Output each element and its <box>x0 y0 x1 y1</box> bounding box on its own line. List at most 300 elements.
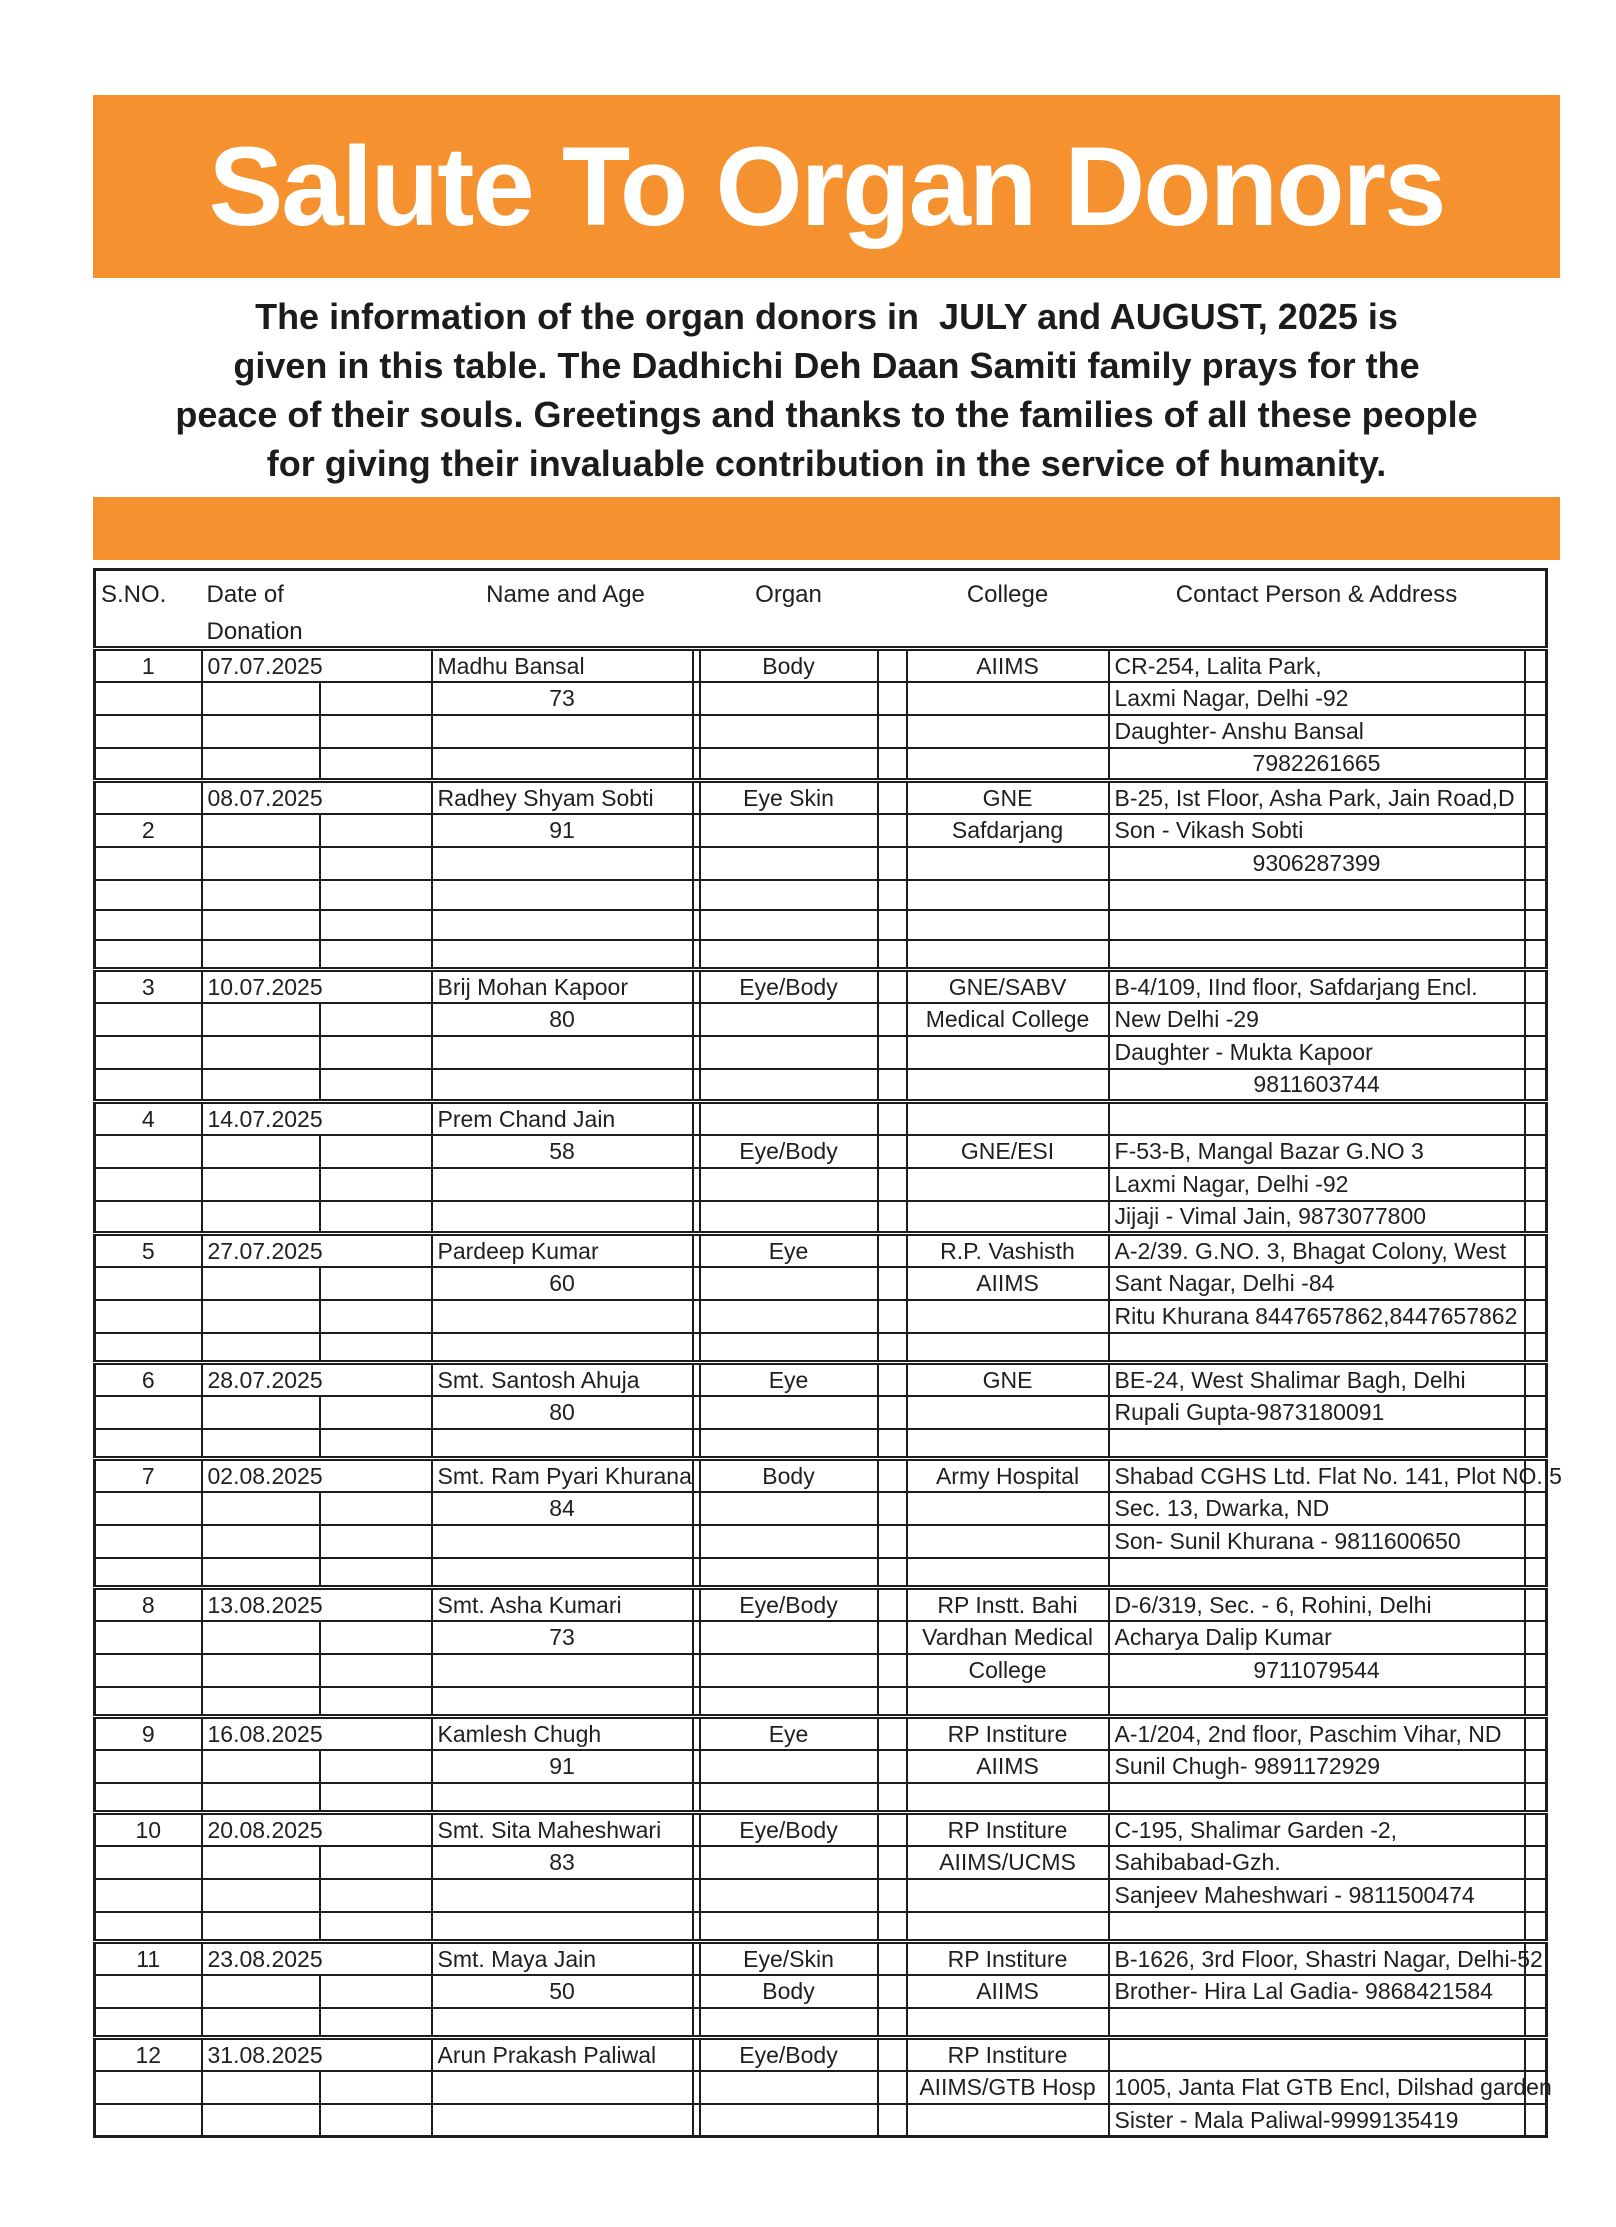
cell-college <box>907 847 1109 880</box>
cell-end <box>1525 1492 1547 1525</box>
cell-name-age: Prem Chand Jain <box>432 1102 693 1135</box>
cell-spacer <box>693 781 700 814</box>
donor-row <box>95 847 1547 880</box>
cell-contact <box>1109 1783 1525 1813</box>
cell-spacer <box>693 1975 700 2008</box>
donor-row <box>95 682 1547 715</box>
cell-college <box>907 1201 1109 1234</box>
cell-date: 08.07.2025 <box>202 781 432 814</box>
cell-contact: A-2/39. G.NO. 3, Bhagat Colony, West <box>1109 1234 1525 1267</box>
cell-date-sub <box>320 1396 432 1429</box>
cell-college: College <box>907 1654 1109 1687</box>
cell-sno <box>95 1750 202 1783</box>
cell-date-sub <box>320 1069 432 1102</box>
cell-spacer <box>693 715 700 748</box>
cell-spacer <box>693 1333 700 1363</box>
donor-row <box>95 1036 1547 1069</box>
cell-college <box>907 1525 1109 1558</box>
cell-name-age <box>432 1036 693 1069</box>
cell-gap <box>878 1069 907 1102</box>
cell-end <box>1525 1102 1547 1135</box>
cell-gap <box>878 1168 907 1201</box>
cell-date-sub <box>320 1750 432 1783</box>
cell-end <box>1525 940 1547 970</box>
col-header-organ: Organ <box>700 570 878 649</box>
cell-date-sub <box>320 1168 432 1201</box>
cell-end <box>1525 2008 1547 2038</box>
cell-college: R.P. Vashisth <box>907 1234 1109 1267</box>
cell-name-age <box>432 847 693 880</box>
cell-gap <box>878 1201 907 1234</box>
cell-date <box>202 1201 320 1234</box>
cell-sno <box>95 1492 202 1525</box>
cell-date-sub <box>320 682 432 715</box>
cell-date-sub <box>320 1492 432 1525</box>
donor-row <box>95 1396 1547 1429</box>
donor-row <box>95 1975 1547 2008</box>
cell-gap <box>878 1363 907 1396</box>
cell-organ <box>700 1003 878 1036</box>
cell-name-age <box>432 1333 693 1363</box>
cell-sno <box>95 1300 202 1333</box>
cell-organ <box>700 1036 878 1069</box>
cell-spacer <box>693 1102 700 1135</box>
cell-name-age <box>432 1912 693 1942</box>
donor-row <box>95 1525 1547 1558</box>
cell-gap <box>878 2038 907 2071</box>
cell-gap <box>878 1333 907 1363</box>
cell-college: Army Hospital <box>907 1459 1109 1492</box>
cell-gap <box>878 814 907 847</box>
cell-end <box>1525 1750 1547 1783</box>
cell-gap <box>878 1879 907 1912</box>
cell-end <box>1525 682 1547 715</box>
cell-contact <box>1109 2038 1525 2071</box>
cell-name-age: Brij Mohan Kapoor <box>432 970 693 1003</box>
cell-organ <box>700 1525 878 1558</box>
cell-date-sub <box>320 1267 432 1300</box>
cell-organ <box>700 880 878 910</box>
cell-sno <box>95 1846 202 1879</box>
cell-contact <box>1109 940 1525 970</box>
cell-college <box>907 748 1109 781</box>
cell-date-sub <box>320 1621 432 1654</box>
cell-date <box>202 814 320 847</box>
cell-organ <box>700 1168 878 1201</box>
cell-organ: Eye <box>700 1717 878 1750</box>
cell-college: AIIMS/UCMS <box>907 1846 1109 1879</box>
cell-end <box>1525 1234 1547 1267</box>
cell-name-age: Smt. Sita Maheshwari <box>432 1813 693 1846</box>
table-spacer-row <box>95 910 1547 940</box>
cell-contact: Sister - Mala Paliwal-9999135419 <box>1109 2104 1525 2137</box>
cell-contact: Sant Nagar, Delhi -84 <box>1109 1267 1525 1300</box>
donor-row <box>95 1168 1547 1201</box>
table-spacer-row <box>95 1429 1547 1459</box>
cell-date <box>202 1558 320 1588</box>
intro-line: for giving their invaluable contribution in the service of humanity. <box>266 443 1387 484</box>
cell-gap <box>878 1396 907 1429</box>
cell-gap <box>878 1003 907 1036</box>
cell-date-sub <box>320 1003 432 1036</box>
cell-contact: New Delhi -29 <box>1109 1003 1525 1036</box>
table-spacer-row <box>95 1783 1547 1813</box>
cell-end <box>1525 1333 1547 1363</box>
cell-organ: Body <box>700 649 878 682</box>
col-header-name-age: Name and Age <box>432 570 700 649</box>
cell-gap <box>878 715 907 748</box>
cell-end <box>1525 1912 1547 1942</box>
cell-end <box>1525 814 1547 847</box>
cell-name-age <box>432 2071 693 2104</box>
cell-organ <box>700 1267 878 1300</box>
cell-sno <box>95 1333 202 1363</box>
cell-date-sub <box>320 1846 432 1879</box>
cell-date-sub <box>320 1201 432 1234</box>
cell-end <box>1525 1846 1547 1879</box>
cell-sno: 2 <box>95 814 202 847</box>
cell-organ <box>700 1333 878 1363</box>
cell-spacer <box>693 1588 700 1621</box>
cell-gap <box>878 748 907 781</box>
cell-date: 10.07.2025 <box>202 970 432 1003</box>
cell-end <box>1525 1687 1547 1717</box>
cell-gap <box>878 1750 907 1783</box>
cell-end <box>1525 1525 1547 1558</box>
cell-gap <box>878 847 907 880</box>
cell-name-age <box>432 940 693 970</box>
donor-row <box>95 1813 1547 1846</box>
donor-row <box>95 814 1547 847</box>
intro-line: The information of the organ donors in JULY and AUGUST, 2025 is <box>255 296 1398 337</box>
table-spacer-row <box>95 940 1547 970</box>
donor-row <box>95 1135 1547 1168</box>
col-header-end <box>1525 570 1547 649</box>
cell-sno <box>95 1135 202 1168</box>
cell-gap <box>878 1621 907 1654</box>
cell-gap <box>878 1588 907 1621</box>
cell-name-age: 80 <box>432 1003 693 1036</box>
cell-gap <box>878 682 907 715</box>
cell-date: 13.08.2025 <box>202 1588 432 1621</box>
cell-name-age <box>432 715 693 748</box>
cell-end <box>1525 715 1547 748</box>
table-spacer-row <box>95 2008 1547 2038</box>
cell-college: GNE/ESI <box>907 1135 1109 1168</box>
cell-date <box>202 1429 320 1459</box>
cell-date <box>202 1621 320 1654</box>
cell-date <box>202 715 320 748</box>
cell-sno: 12 <box>95 2038 202 2071</box>
cell-sno <box>95 1168 202 1201</box>
donor-row <box>95 970 1547 1003</box>
cell-contact: B-1626, 3rd Floor, Shastri Nagar, Delhi-52 <box>1109 1942 1525 1975</box>
donor-row <box>95 1459 1547 1492</box>
cell-spacer <box>693 910 700 940</box>
cell-spacer <box>693 748 700 781</box>
cell-name-age <box>432 910 693 940</box>
cell-end <box>1525 1588 1547 1621</box>
cell-spacer <box>693 1687 700 1717</box>
cell-date: 16.08.2025 <box>202 1717 432 1750</box>
cell-end <box>1525 1654 1547 1687</box>
cell-gap <box>878 1492 907 1525</box>
cell-date-sub <box>320 1135 432 1168</box>
cell-organ <box>700 1069 878 1102</box>
cell-college <box>907 1558 1109 1588</box>
cell-contact: Brother- Hira Lal Gadia- 9868421584 <box>1109 1975 1525 2008</box>
cell-date-sub <box>320 1300 432 1333</box>
cell-name-age <box>432 1783 693 1813</box>
col-header-date <box>202 570 432 649</box>
donor-row <box>95 2071 1547 2104</box>
cell-date: 31.08.2025 <box>202 2038 432 2071</box>
cell-end <box>1525 1975 1547 2008</box>
cell-sno <box>95 940 202 970</box>
cell-college <box>907 1783 1109 1813</box>
cell-organ: Eye Skin <box>700 781 878 814</box>
cell-date-sub <box>320 940 432 970</box>
cell-date <box>202 1396 320 1429</box>
cell-sno: 11 <box>95 1942 202 1975</box>
cell-end <box>1525 1717 1547 1750</box>
cell-organ <box>700 1300 878 1333</box>
cell-name-age: Kamlesh Chugh <box>432 1717 693 1750</box>
cell-gap <box>878 1429 907 1459</box>
donor-row <box>95 1588 1547 1621</box>
cell-college <box>907 1069 1109 1102</box>
cell-name-age <box>432 1168 693 1201</box>
cell-organ <box>700 1846 878 1879</box>
cell-college <box>907 1300 1109 1333</box>
donor-row <box>95 1102 1547 1135</box>
cell-college <box>907 1036 1109 1069</box>
col-header-contact: Contact Person & Address <box>1109 570 1525 649</box>
table-spacer-row <box>95 1558 1547 1588</box>
donor-row <box>95 1003 1547 1036</box>
cell-sno <box>95 1621 202 1654</box>
cell-date: 20.08.2025 <box>202 1813 432 1846</box>
cell-name-age <box>432 1069 693 1102</box>
cell-spacer <box>693 1750 700 1783</box>
cell-spacer <box>693 1069 700 1102</box>
cell-contact <box>1109 880 1525 910</box>
cell-end <box>1525 1168 1547 1201</box>
cell-gap <box>878 1783 907 1813</box>
cell-sno <box>95 1525 202 1558</box>
cell-gap <box>878 970 907 1003</box>
cell-contact: Shabad CGHS Ltd. Flat No. 141, Plot NO. 5 <box>1109 1459 1525 1492</box>
cell-contact: F-53-B, Mangal Bazar G.NO 3 <box>1109 1135 1525 1168</box>
cell-name-age: 83 <box>432 1846 693 1879</box>
cell-college: GNE/SABV <box>907 970 1109 1003</box>
cell-date-sub <box>320 880 432 910</box>
donor-row <box>95 1201 1547 1234</box>
cell-gap <box>878 1813 907 1846</box>
cell-name-age: 73 <box>432 682 693 715</box>
cell-spacer <box>693 970 700 1003</box>
cell-sno <box>95 1069 202 1102</box>
cell-name-age: 84 <box>432 1492 693 1525</box>
cell-organ <box>700 1429 878 1459</box>
cell-spacer <box>693 1396 700 1429</box>
cell-organ <box>700 748 878 781</box>
cell-sno: 9 <box>95 1717 202 1750</box>
donor-row <box>95 1879 1547 1912</box>
cell-spacer <box>693 2104 700 2137</box>
cell-end <box>1525 910 1547 940</box>
cell-end <box>1525 1201 1547 1234</box>
cell-date <box>202 1267 320 1300</box>
cell-organ <box>700 1654 878 1687</box>
cell-organ <box>700 1201 878 1234</box>
cell-contact: Acharya Dalip Kumar <box>1109 1621 1525 1654</box>
cell-gap <box>878 1102 907 1135</box>
cell-spacer <box>693 1429 700 1459</box>
cell-sno: 7 <box>95 1459 202 1492</box>
cell-end <box>1525 1003 1547 1036</box>
cell-date <box>202 1783 320 1813</box>
donor-row <box>95 1363 1547 1396</box>
cell-date-sub <box>320 1525 432 1558</box>
cell-end <box>1525 781 1547 814</box>
cell-date-sub <box>320 1975 432 2008</box>
cell-date <box>202 940 320 970</box>
cell-date-sub <box>320 1687 432 1717</box>
cell-organ <box>700 847 878 880</box>
cell-gap <box>878 1234 907 1267</box>
cell-organ: Eye <box>700 1234 878 1267</box>
cell-spacer <box>693 1717 700 1750</box>
cell-sno <box>95 1003 202 1036</box>
cell-name-age <box>432 1687 693 1717</box>
cell-gap <box>878 2104 907 2137</box>
cell-end <box>1525 1396 1547 1429</box>
cell-sno <box>95 1879 202 1912</box>
cell-contact: Jijaji - Vimal Jain, 9873077800 <box>1109 1201 1525 1234</box>
cell-contact: B-4/109, IInd floor, Safdarjang Encl. <box>1109 970 1525 1003</box>
cell-college <box>907 940 1109 970</box>
intro-line: peace of their souls. Greetings and thanks to the families of all these people <box>175 394 1478 435</box>
cell-spacer <box>693 682 700 715</box>
cell-date-sub <box>320 847 432 880</box>
col-header-date-line1: Date of <box>206 581 284 608</box>
cell-date-sub <box>320 1654 432 1687</box>
cell-end <box>1525 1783 1547 1813</box>
cell-name-age <box>432 1558 693 1588</box>
cell-date-sub <box>320 1783 432 1813</box>
cell-organ: Eye/Body <box>700 1135 878 1168</box>
cell-organ: Body <box>700 1459 878 1492</box>
cell-sno <box>95 715 202 748</box>
cell-spacer <box>693 649 700 682</box>
donor-row <box>95 1267 1547 1300</box>
cell-date <box>202 1069 320 1102</box>
cell-spacer <box>693 1003 700 1036</box>
cell-college <box>907 1102 1109 1135</box>
cell-contact <box>1109 2008 1525 2038</box>
donor-row <box>95 715 1547 748</box>
cell-gap <box>878 940 907 970</box>
title-banner <box>93 95 1560 278</box>
cell-sno <box>95 748 202 781</box>
cell-name-age: 60 <box>432 1267 693 1300</box>
cell-sno: 8 <box>95 1588 202 1621</box>
cell-gap <box>878 1942 907 1975</box>
cell-date <box>202 1912 320 1942</box>
cell-name-age <box>432 748 693 781</box>
cell-college <box>907 1492 1109 1525</box>
cell-contact: Rupali Gupta-9873180091 <box>1109 1396 1525 1429</box>
cell-end <box>1525 1879 1547 1912</box>
cell-end <box>1525 748 1547 781</box>
cell-date <box>202 1750 320 1783</box>
table-spacer-row <box>95 1687 1547 1717</box>
donor-row <box>95 2038 1547 2071</box>
cell-date-sub <box>320 1333 432 1363</box>
cell-spacer <box>693 2038 700 2071</box>
cell-end <box>1525 1813 1547 1846</box>
cell-organ <box>700 682 878 715</box>
cell-gap <box>878 1912 907 1942</box>
cell-date <box>202 748 320 781</box>
table-spacer-row <box>95 1912 1547 1942</box>
cell-contact: CR-254, Lalita Park, <box>1109 649 1525 682</box>
cell-college: AIIMS <box>907 1975 1109 2008</box>
cell-gap <box>878 1975 907 2008</box>
cell-college: Medical College <box>907 1003 1109 1036</box>
cell-gap <box>878 1846 907 1879</box>
cell-college <box>907 2008 1109 2038</box>
cell-organ <box>700 1102 878 1135</box>
cell-end <box>1525 1069 1547 1102</box>
cell-organ <box>700 940 878 970</box>
cell-spacer <box>693 847 700 880</box>
cell-date: 28.07.2025 <box>202 1363 432 1396</box>
cell-spacer <box>693 1300 700 1333</box>
col-header-college: College <box>907 570 1109 649</box>
cell-sno <box>95 1783 202 1813</box>
cell-organ: Body <box>700 1975 878 2008</box>
donor-row <box>95 2104 1547 2137</box>
cell-organ: Eye/Body <box>700 1588 878 1621</box>
cell-college: RP Institure <box>907 1813 1109 1846</box>
cell-spacer <box>693 1459 700 1492</box>
cell-organ <box>700 1687 878 1717</box>
cell-gap <box>878 1717 907 1750</box>
cell-date <box>202 2104 320 2137</box>
cell-contact: Laxmi Nagar, Delhi -92 <box>1109 682 1525 715</box>
cell-name-age: Smt. Asha Kumari <box>432 1588 693 1621</box>
cell-contact: 9711079544 <box>1109 1654 1525 1687</box>
cell-name-age: 91 <box>432 814 693 847</box>
cell-college: AIIMS/GTB Hosp <box>907 2071 1109 2104</box>
cell-college <box>907 715 1109 748</box>
cell-date-sub <box>320 2071 432 2104</box>
donor-row <box>95 1234 1547 1267</box>
cell-contact: Son- Sunil Khurana - 9811600650 <box>1109 1525 1525 1558</box>
cell-gap <box>878 1558 907 1588</box>
cell-name-age <box>432 1654 693 1687</box>
cell-date-sub <box>320 1912 432 1942</box>
cell-name-age: 80 <box>432 1396 693 1429</box>
cell-date <box>202 2008 320 2038</box>
cell-spacer <box>693 1654 700 1687</box>
cell-college <box>907 682 1109 715</box>
cell-date <box>202 1135 320 1168</box>
cell-college <box>907 1879 1109 1912</box>
cell-end <box>1525 847 1547 880</box>
